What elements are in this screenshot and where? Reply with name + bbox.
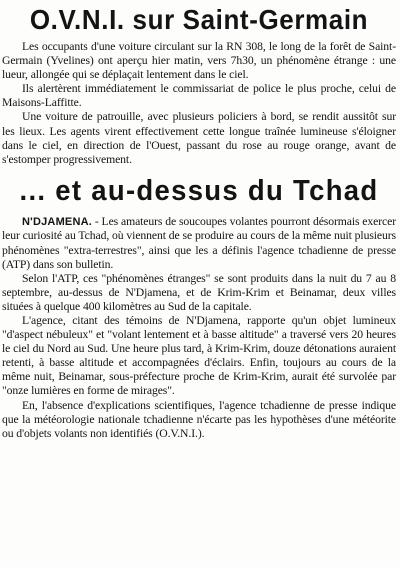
headline-saint-germain: O.V.N.I. sur Saint-Germain <box>29 3 369 36</box>
article-paragraph: En, l'absence d'explications scientifiques, l'agence tchadienne de presse indique que la météorologie nationale tchadienne n'écarte pas les hypothèses d'une météorite ou d'objets volants non identifiés (O.V.N.I.). <box>2 398 396 440</box>
lead-text: - Les amateurs de soucoupes volantes pourront désormais exercer leur curiosité au Tchad, où viennent de se produire au cours de la même nuit plusieurs phénomènes "extra-terrestres", ainsi que les a définis l'agence tchadienne de presse (ATP) dans son bulletin. <box>2 215 396 271</box>
article-tchad-body <box>2 215 396 441</box>
headline-tchad: ... et au-dessus du Tchad <box>19 173 379 207</box>
lead-paragraph <box>2 215 396 271</box>
article-paragraph: Selon l'ATP, ces "phénomènes étranges" se sont produits dans la nuit du 7 au 8 septembre, au-dessus de N'Djamena, et de Krim-Krim et Beinamar, deux villes situées à quelque 400 kilomètres au Sud de la capitale. <box>2 271 396 313</box>
article-paragraph: Les occupants d'une voiture circulant sur la RN 308, le long de la forêt de Saint-Germain (Yvelines) ont aperçu hier matin, vers 7h30, un phénomène étrange : une lueur, allongée qui se déplaçait lentement dans le ciel. <box>2 40 396 82</box>
article-paragraph: L'agence, citant des témoins de N'Djamena, rapporte qu'un objet lumineux "d'aspect nébuleux" et "volant lentement et à basse altitude" a traversé vers 20 heures le ciel du Nord au Sud. Une heure plus tard, à Krim-Krim, douze détonations auraient retenti, à basse altitude et accompagnées d'éclairs. Enfin, toujours au cours de la même nuit, Beinamar, sous-préfecture proche de Krim-Krim, aurait été survolée par "onze lumières en forme de mirages". <box>2 314 396 398</box>
article-saint-germain-body <box>2 40 396 167</box>
article-paragraph: Ils alertèrent immédiatement le commissariat de police le plus proche, celui de Maisons-Laffitte. <box>2 82 396 110</box>
article-paragraph: Une voiture de patrouille, avec plusieurs policiers à bord, se rendit aussitôt sur les lieux. Les agents virent effectivement cette longue traînée lumineuse s'éloigner dans le ciel, en direction de l'Ouest, passant du rose au rouge orange, avant de s'estomper progressivement. <box>2 110 396 166</box>
dateline: N'DJAMENA. <box>22 216 93 229</box>
